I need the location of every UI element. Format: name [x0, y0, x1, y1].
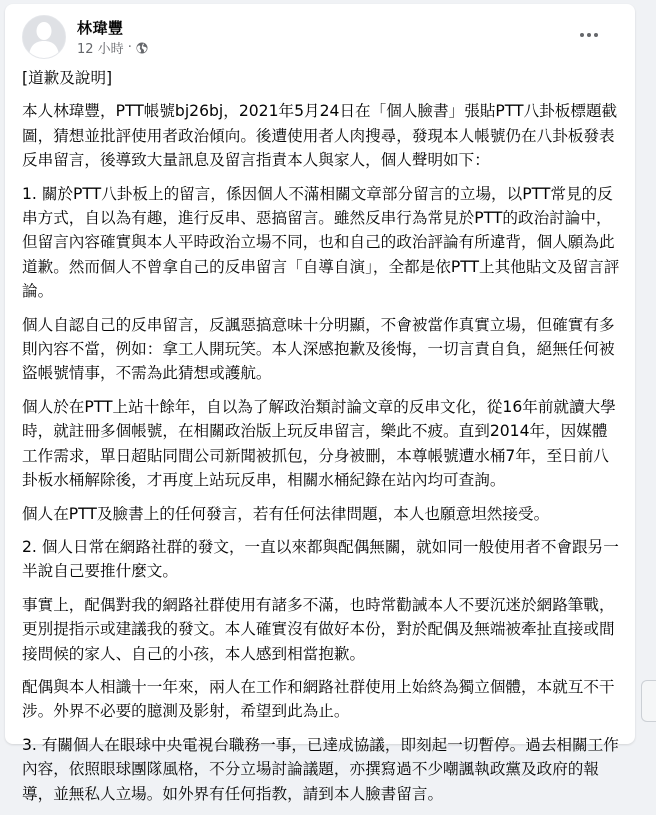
post-paragraph: 配偶與本人相識十一年來，兩人在工作和網路社群使用上始終為獨立個體，本就互不干涉。外界不必要的臆測及影射，希望到此為止。: [22, 677, 615, 721]
post-paragraph: 個人於在PTT上站十餘年，自以為了解政治類討論文章的反串文化，從16年前就讀大學時，就註冊多個帳號，在相關政治版上玩反串留言，樂此不疲。直到2014年，因媒體工作需求，單日超貼同間公司新聞被抓包，分身被刪，本尊帳號遭水桶7年，至日前八卦板水桶解除後，才再度上站玩反串，相關水桶紀錄在站內均可查詢。: [22, 397, 616, 490]
meta-separator: ·: [127, 40, 132, 55]
post-card: [5, 4, 635, 803]
post-paragraph: 2. 個人日常在網路社群的發文，一直以來都與配偶無關，就如同一般使用者不會跟另一半說自己要推什麼文。: [22, 537, 619, 581]
post-paragraph: 事實上，配偶對我的網路社群使用有諸多不滿，也時常勸誡本人不要沉迷於網路筆戰，更別提指示或建議我的發文。本人確實沒有做好本份，對於配偶及無端被牽扯直接或間接問候的家人、自己的小孩，本人感到相當抱歉。: [22, 595, 615, 663]
post-paragraph: 本人林瑋豐，PTT帳號bj26bj，2021年5月24日在「個人臉書」張貼PTT八卦板標題截圖，猜想並批評使用者政治傾向。後遭使用者人肉搜尋，發現本人帳號仍在八卦板發表反串留言，後導致大量訊息及留言指責本人與家人，個人聲明如下：: [22, 102, 618, 170]
avatar[interactable]: [22, 15, 66, 59]
post-header: [22, 15, 619, 59]
more-options-icon-dot: [594, 33, 598, 37]
post-meta: [77, 38, 148, 57]
globe-icon: [136, 42, 148, 54]
post-paragraph: 個人自認自己的反串留言，反諷惡搞意味十分明顯，不會被當作真實立場，但確實有多則內容不當，例如：拿工人開玩笑。本人深感抱歉及後悔，一切言責自負，絕無任何被盜帳號情事，不需為此猜想或護航。: [22, 315, 615, 383]
post-paragraph: 3. 有關個人在眼球中央電視台職務一事，已達成協議，即刻起一切暫停。過去相關工作內容，依照眼球團隊風格，不分立場討論議題，亦撰寫過不少嘲諷執政黨及政府的報導，並無私人立場。如外界有任何指教，請到本人臉書留言。: [22, 735, 619, 803]
more-options-icon-dot: [580, 33, 584, 37]
side-panel-tab[interactable]: [641, 680, 656, 722]
post-title: [道歉及說明]: [22, 69, 113, 87]
more-options-icon-dot: [587, 33, 591, 37]
default-profile-icon: [23, 16, 65, 58]
post-timestamp[interactable]: 12 小時: [77, 42, 124, 57]
more-options-button[interactable]: [575, 25, 603, 45]
post-paragraph: 個人在PTT及臉書上的任何發言，若有任何法律問題，本人也願意坦然接受。: [22, 504, 550, 523]
post-body: [22, 66, 622, 815]
author-name[interactable]: 林瑋豐: [77, 19, 124, 37]
post-paragraph: 1. 關於PTT八卦板上的留言，係因個人不滿相關文章部分留言的立場，以PTT常見的反串方式，自以為有趣，進行反串、惡搞留言。雖然反串行為常見於PTT的政治討論中，但留言內容確實與本人平時政治立場不同，也和自己的政治評論有所違背，個人願為此道歉。然而個人不曾拿自己的反串留言「自導自演」，全都是依PTT上其他貼文及留言評論。: [22, 184, 620, 301]
